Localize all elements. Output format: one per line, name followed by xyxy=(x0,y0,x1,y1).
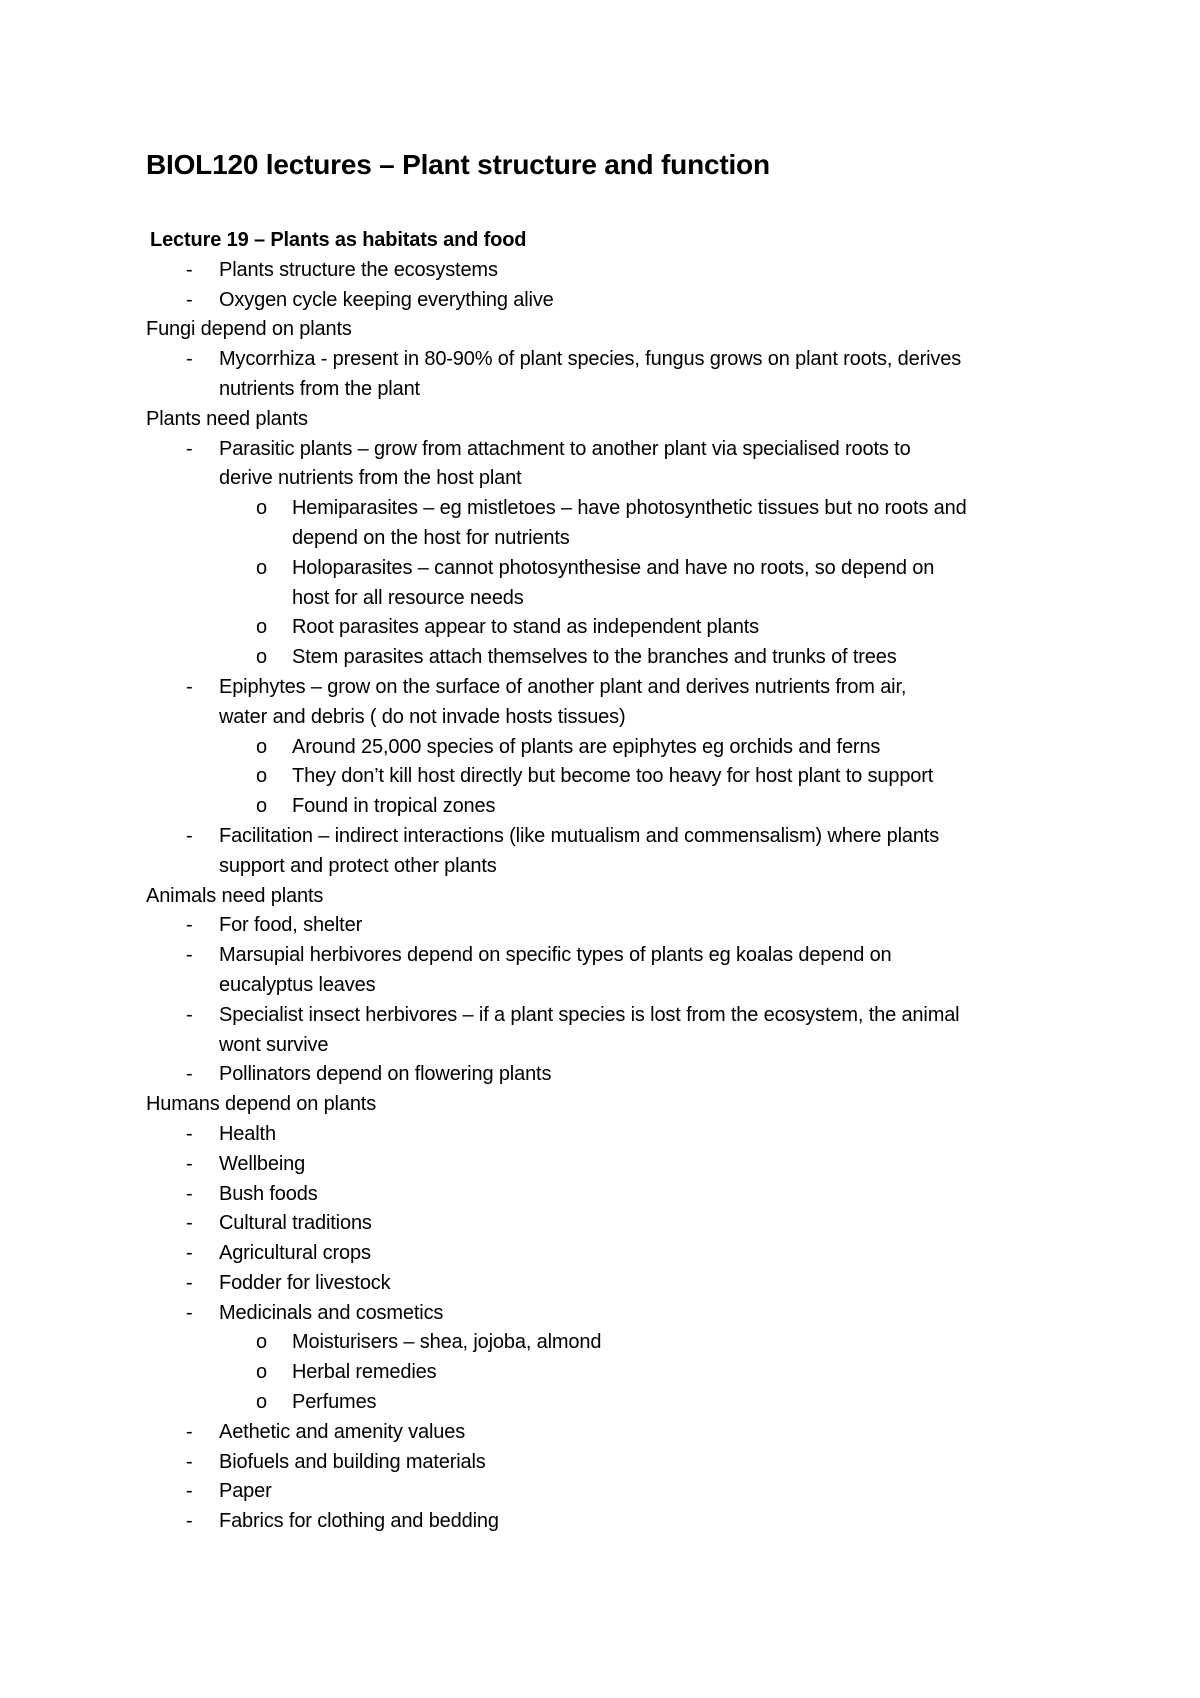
list-item xyxy=(146,1448,1076,1478)
list-item-continuation: derive nutrients from the host plant xyxy=(219,467,522,490)
list-item-text: Pollinators depend on flowering plants xyxy=(219,1063,552,1086)
circle-bullet-icon: o xyxy=(256,765,267,788)
dash-bullet-icon: - xyxy=(186,1510,193,1533)
section-heading-fungi: Fungi depend on plants xyxy=(146,318,352,341)
dash-bullet-icon: - xyxy=(186,1122,193,1145)
list-item xyxy=(146,941,1076,971)
dash-bullet-icon: - xyxy=(186,258,193,281)
page-title: BIOL120 lectures – Plant structure and function xyxy=(146,149,770,180)
list-item-text: Mycorrhiza - present in 80-90% of plant species, fungus grows on plant roots, derives xyxy=(219,348,962,371)
list-item xyxy=(146,1120,1076,1150)
list-item xyxy=(146,673,1076,703)
sub-list-item xyxy=(146,494,1076,524)
sub-list-item xyxy=(146,792,1076,822)
sub-list-item-text: They don’t kill host directly but become too heavy for host plant to support xyxy=(292,765,934,788)
list-item-text: Fodder for livestock xyxy=(219,1271,391,1294)
circle-bullet-icon: o xyxy=(256,1391,267,1414)
list-item-continuation: support and protect other plants xyxy=(219,854,497,877)
dash-bullet-icon: - xyxy=(186,1271,193,1294)
dash-bullet-icon: - xyxy=(186,1301,193,1324)
list-item xyxy=(146,1180,1076,1210)
section-heading-humans: Humans depend on plants xyxy=(146,1093,377,1116)
sub-list-item xyxy=(146,554,1076,584)
list-item-text: Bush foods xyxy=(219,1182,318,1205)
list-item xyxy=(146,1001,1076,1031)
dash-bullet-icon: - xyxy=(186,1063,193,1086)
dash-bullet-icon: - xyxy=(186,1003,193,1026)
list-item-text: Cultural traditions xyxy=(219,1212,372,1235)
list-item xyxy=(146,1418,1076,1448)
sub-list-item-text: Moisturisers – shea, jojoba, almond xyxy=(292,1331,602,1354)
circle-bullet-icon: o xyxy=(256,1331,267,1354)
list-item xyxy=(146,1269,1076,1299)
list-item xyxy=(146,1299,1076,1329)
list-item-continuation: eucalyptus leaves xyxy=(219,973,376,996)
list-item xyxy=(146,345,1076,375)
circle-bullet-icon: o xyxy=(256,556,267,579)
dash-bullet-icon: - xyxy=(186,437,193,460)
list-item xyxy=(146,1060,1076,1090)
dash-bullet-icon: - xyxy=(186,1480,193,1503)
list-item-text: Epiphytes – grow on the surface of another plant and derives nutrients from air, xyxy=(219,675,907,698)
list-item-text: Paper xyxy=(219,1480,272,1503)
list-item xyxy=(146,911,1076,941)
circle-bullet-icon: o xyxy=(256,735,267,758)
list-item xyxy=(146,1209,1076,1239)
sub-list-item xyxy=(146,1328,1076,1358)
list-item-text: Wellbeing xyxy=(219,1152,306,1175)
sub-list-item xyxy=(146,1358,1076,1388)
list-item-text: Medicinals and cosmetics xyxy=(219,1301,444,1324)
sub-list-item xyxy=(146,643,1076,673)
sub-list-item-continuation: depend on the host for nutrients xyxy=(292,526,570,549)
dash-bullet-icon: - xyxy=(186,914,193,937)
list-item-text: Fabrics for clothing and bedding xyxy=(219,1510,499,1533)
sub-list-item-text: Root parasites appear to stand as independent plants xyxy=(292,616,759,639)
list-item-continuation: wont survive xyxy=(219,1033,329,1056)
sub-list-item xyxy=(146,613,1076,643)
sub-list-item-continuation: host for all resource needs xyxy=(292,586,524,609)
list-item xyxy=(146,256,1076,286)
sub-list-item-text: Hemiparasites – eg mistletoes – have photosynthetic tissues but no roots and xyxy=(292,497,967,520)
document-body xyxy=(146,226,1076,1537)
list-item-text: Marsupial herbivores depend on specific types of plants eg koalas depend on xyxy=(219,944,892,967)
dash-bullet-icon: - xyxy=(186,1242,193,1265)
dash-bullet-icon: - xyxy=(186,348,193,371)
circle-bullet-icon: o xyxy=(256,616,267,639)
circle-bullet-icon: o xyxy=(256,795,267,818)
list-item xyxy=(146,1477,1076,1507)
sub-list-item-text: Herbal remedies xyxy=(292,1361,437,1384)
sub-list-item xyxy=(146,762,1076,792)
sub-list-item-text: Found in tropical zones xyxy=(292,795,496,818)
sub-list-item xyxy=(146,733,1076,763)
sub-list-item-text: Around 25,000 species of plants are epiphytes eg orchids and ferns xyxy=(292,735,881,758)
list-item-text: Facilitation – indirect interactions (like mutualism and commensalism) where plants xyxy=(219,824,940,847)
circle-bullet-icon: o xyxy=(256,497,267,520)
list-item-text: For food, shelter xyxy=(219,914,363,937)
dash-bullet-icon: - xyxy=(186,675,193,698)
list-item xyxy=(146,822,1076,852)
dash-bullet-icon: - xyxy=(186,824,193,847)
circle-bullet-icon: o xyxy=(256,646,267,669)
list-item-text: Oxygen cycle keeping everything alive xyxy=(219,288,554,311)
section-heading-animals: Animals need plants xyxy=(146,884,324,907)
list-item-text: Plants structure the ecosystems xyxy=(219,258,498,281)
lecture-heading: Lecture 19 – Plants as habitats and food xyxy=(150,229,527,251)
circle-bullet-icon: o xyxy=(256,1361,267,1384)
list-item-continuation: water and debris ( do not invade hosts tissues) xyxy=(219,705,626,728)
list-item-text: Parasitic plants – grow from attachment to another plant via specialised roots to xyxy=(219,437,911,460)
list-item-continuation: nutrients from the plant xyxy=(219,377,420,400)
list-item xyxy=(146,1239,1076,1269)
dash-bullet-icon: - xyxy=(186,1152,193,1175)
list-item xyxy=(146,1150,1076,1180)
list-item-text: Agricultural crops xyxy=(219,1242,371,1265)
dash-bullet-icon: - xyxy=(186,944,193,967)
dash-bullet-icon: - xyxy=(186,1212,193,1235)
list-item xyxy=(146,1507,1076,1537)
sub-list-item-text: Holoparasites – cannot photosynthesise and have no roots, so depend on xyxy=(292,556,935,579)
sub-list-item-text: Stem parasites attach themselves to the branches and trunks of trees xyxy=(292,646,897,669)
sub-list-item-text: Perfumes xyxy=(292,1391,377,1414)
list-item xyxy=(146,435,1076,465)
list-item-text: Biofuels and building materials xyxy=(219,1450,486,1473)
sub-list-item xyxy=(146,1388,1076,1418)
list-item xyxy=(146,286,1076,316)
section-heading-plants: Plants need plants xyxy=(146,407,308,430)
dash-bullet-icon: - xyxy=(186,1182,193,1205)
list-item-text: Health xyxy=(219,1122,276,1145)
list-item-text: Specialist insect herbivores – if a plant species is lost from the ecosystem, the animal xyxy=(219,1003,960,1026)
list-item-text: Aethetic and amenity values xyxy=(219,1420,466,1443)
dash-bullet-icon: - xyxy=(186,288,193,311)
dash-bullet-icon: - xyxy=(186,1420,193,1443)
dash-bullet-icon: - xyxy=(186,1450,193,1473)
